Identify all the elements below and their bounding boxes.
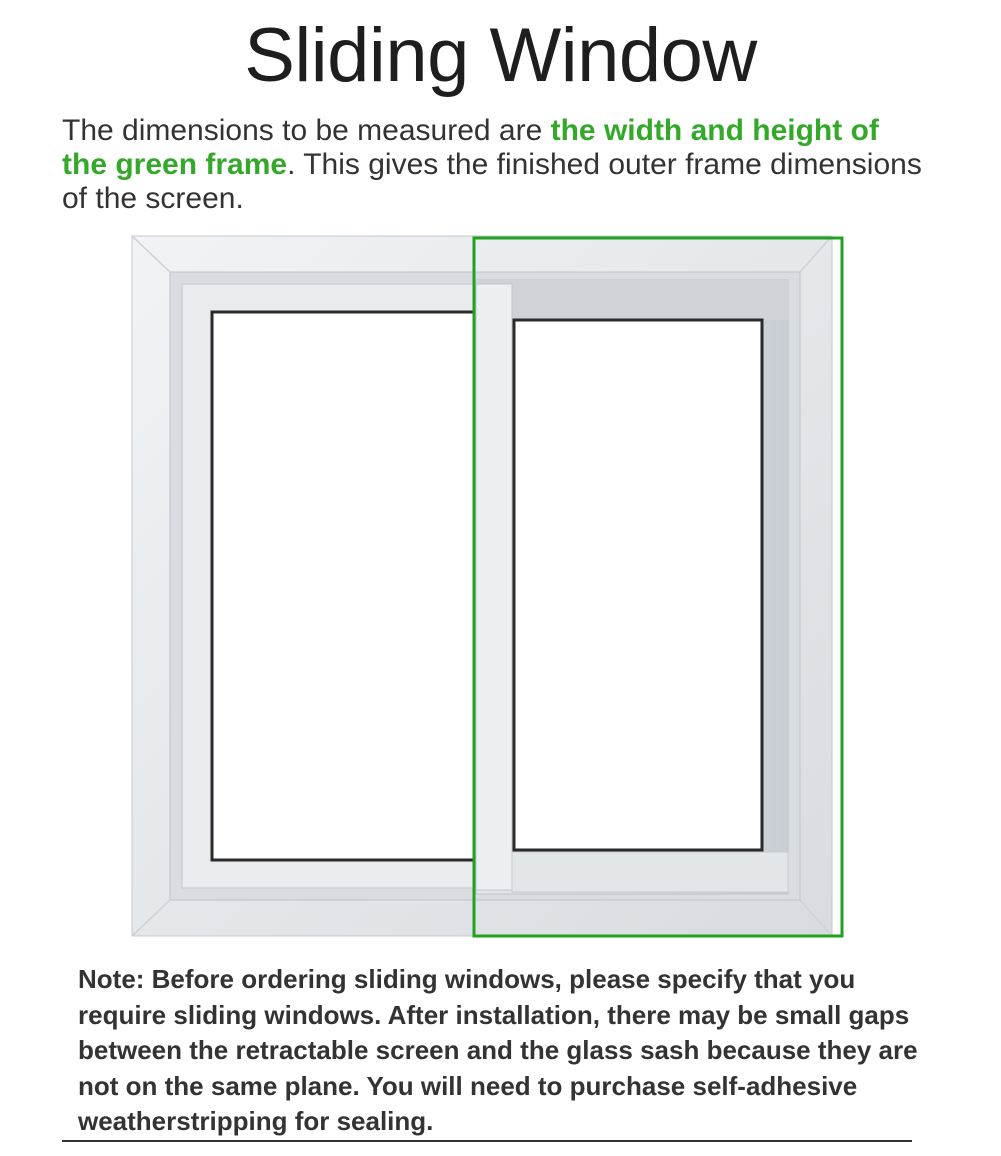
intro-text bbox=[62, 114, 922, 216]
divider bbox=[62, 1140, 912, 1142]
note-text: Note: Before ordering sliding windows, please specify that you require sliding windows. After installation, there may be small gaps between the retractable screen and the glass sash because they are not on the same plane. You will need to purchase self-adhesive weatherstripping for sealing. bbox=[78, 964, 918, 1136]
left-glass bbox=[212, 312, 474, 860]
right-sash-top bbox=[476, 280, 788, 320]
right-glass bbox=[514, 320, 762, 850]
intro-part2: . This gives the finished outer frame dimensions of the screen. bbox=[62, 148, 922, 215]
intro-part1: The dimensions to be measured are bbox=[62, 114, 551, 147]
right-bottom-rail bbox=[512, 852, 788, 892]
window-illustration bbox=[130, 232, 850, 944]
page-title: Sliding Window bbox=[244, 13, 757, 98]
intro-highlight: the width and height of the green frame bbox=[62, 114, 879, 181]
sliding-window-photo bbox=[130, 232, 850, 944]
right-stile bbox=[476, 284, 512, 890]
